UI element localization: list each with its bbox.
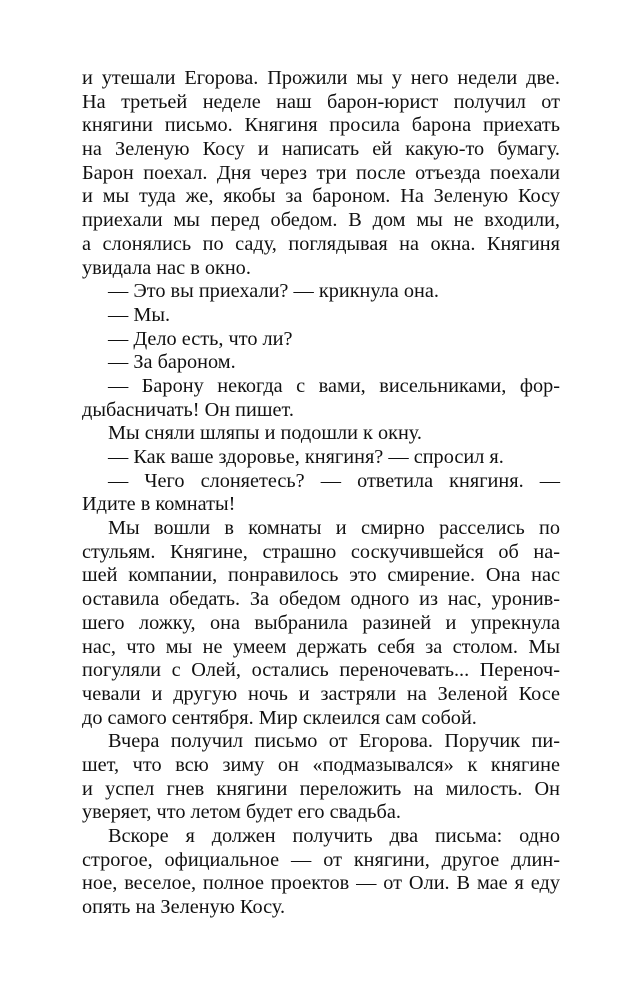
text-line: приехали мы перед обедом. В дом мы не входили, [82, 209, 560, 232]
page-text [82, 67, 560, 920]
text-line: стульям. Княгине, страшно соскучившейся об на- [82, 540, 560, 563]
text-line: Барон поехал. Дня через три после отъезда поехали [82, 161, 560, 184]
text-line: оставила обедать. За обедом одного из нас, уронив- [82, 588, 560, 611]
text-line: и мы туда же, якобы за бароном. На Зеленую Косу [82, 185, 560, 208]
text-line: княгини письмо. Княгиня просила барона приехать [82, 114, 560, 137]
text-line: уверяет, что летом будет его свадьба. [82, 801, 401, 824]
text-line: Вчера получил письмо от Егорова. Поручик пи- [108, 730, 560, 753]
text-line: Идите в комнаты! [82, 493, 236, 516]
text-line: и успел гнев княгини переложить на милость. Он [82, 777, 560, 800]
text-line: На третьей неделе наш барон-юрист получил от [82, 90, 560, 113]
text-line: — Мы. [108, 303, 171, 326]
text-line: чевали и другую ночь и застряли на Зеленой Косе [82, 682, 560, 705]
text-line: до самого сентября. Мир склеился сам собой. [82, 706, 477, 729]
text-line: опять на Зеленую Косу. [82, 896, 286, 919]
text-line: ное, веселое, полное проектов — от Оли. В мае я еду [82, 872, 560, 895]
text-line: — Барону некогда с вами, висельниками, фор- [108, 374, 560, 397]
text-line: — Дело есть, что ли? [108, 327, 293, 350]
text-line: — Чего слоняетесь? — ответила княгиня. — [108, 469, 560, 492]
text-line: погуляли с Олей, остались переночевать... Переноч- [82, 659, 560, 682]
text-line: а слонялись по саду, поглядывая на окна. Княгиня [82, 232, 560, 255]
text-line: шего ложку, она выбранила разиней и упрекнула [82, 611, 560, 634]
text-line: и утешали Егорова. Прожили мы у него недели две. [82, 67, 560, 89]
text-line: Вскоре я должен получить два письма: одно [108, 825, 560, 847]
text-line: строгое, официальное — от княгини, другое длин- [82, 848, 560, 871]
text-line: на Зеленую Косу и написать ей какую-то бумагу. [82, 138, 560, 161]
text-line: Мы вошли в комнаты и смирно расселись по [108, 517, 560, 540]
text-line: — Как ваше здоровье, княгиня? — спросил я. [108, 446, 504, 468]
text-line: шет, что всю зиму он «подмазывался» к княгине [82, 753, 560, 776]
text-line: нас, что мы не умеем держать себя за столом. Мы [82, 635, 560, 658]
text-line: — Это вы приехали? — крикнула она. [108, 280, 439, 303]
text-line: Мы сняли шляпы и подошли к окну. [108, 422, 422, 445]
text-line: дыбасничать! Он пишет. [82, 398, 294, 421]
text-line: шей компании, понравилось это смирение. Она нас [82, 564, 560, 587]
text-line: увидала нас в окно. [82, 256, 251, 279]
text-line: — За бароном. [108, 351, 236, 374]
